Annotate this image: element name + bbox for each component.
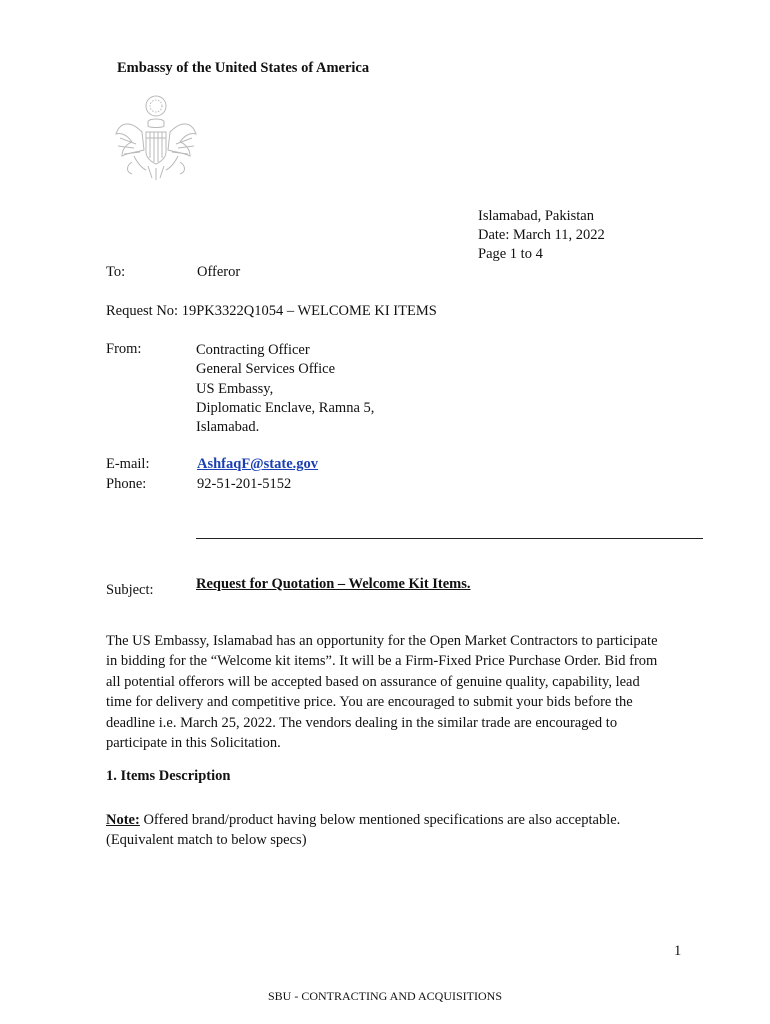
note-label: Note:	[106, 812, 140, 828]
body-line: all potential offerors will be accepted based on assurance of genuine quality, capability, lead	[106, 673, 640, 690]
from-line: Islamabad.	[196, 419, 260, 436]
from-address	[196, 341, 374, 437]
from-line: US Embassy,	[196, 380, 274, 397]
body-paragraph	[106, 631, 706, 753]
request-number: Request No: 19PK3322Q1054 – WELCOME KI ITEMS	[106, 303, 437, 319]
note-text: Offered brand/product having below mentioned specifications are also acceptable.	[139, 812, 621, 828]
email-link[interactable]: AshfaqF@state.gov	[197, 456, 319, 472]
subject-label: Subject:	[106, 582, 154, 598]
us-great-seal-icon	[112, 92, 200, 184]
subject-value: Request for Quotation – Welcome Kit Items.	[196, 576, 471, 592]
section-heading: 1. Items Description	[106, 768, 231, 784]
page-count: Page 1 to 4	[478, 246, 543, 262]
body-line: time for delivery and competitive price. You are encouraged to submit your bids before the	[106, 694, 633, 711]
embassy-title: Embassy of the United States of America	[117, 60, 370, 76]
location-date-block	[478, 207, 605, 264]
from-label: From:	[106, 341, 142, 357]
note-block	[106, 811, 620, 850]
location-city: Islamabad, Pakistan	[478, 208, 594, 224]
note-text-line2: (Equivalent match to below specs)	[106, 831, 307, 848]
email-label: E-mail:	[106, 456, 150, 472]
body-line: in bidding for the “Welcome kit items”. It will be a Firm-Fixed Price Purchase Order. Bid from	[106, 653, 658, 670]
from-line: Contracting Officer	[196, 342, 310, 358]
phone-label: Phone:	[106, 476, 147, 492]
from-line: General Services Office	[196, 361, 336, 378]
letter-date: Date: March 11, 2022	[478, 227, 605, 243]
body-line: The US Embassy, Islamabad has an opportunity for the Open Market Contractors to participate	[106, 633, 658, 649]
phone-value: 92-51-201-5152	[197, 476, 292, 492]
from-line: Diplomatic Enclave, Ramna 5,	[196, 399, 375, 416]
body-line: participate in this Solicitation.	[106, 735, 281, 752]
to-value: Offeror	[197, 264, 241, 280]
body-line: deadline i.e. March 25, 2022. The vendors dealing in the similar trade are encouraged to	[106, 714, 618, 731]
footer-classification: SBU - CONTRACTING AND ACQUISITIONS	[267, 989, 502, 1003]
divider	[196, 538, 703, 539]
page-number: 1	[674, 943, 682, 959]
to-label: To:	[106, 264, 126, 280]
